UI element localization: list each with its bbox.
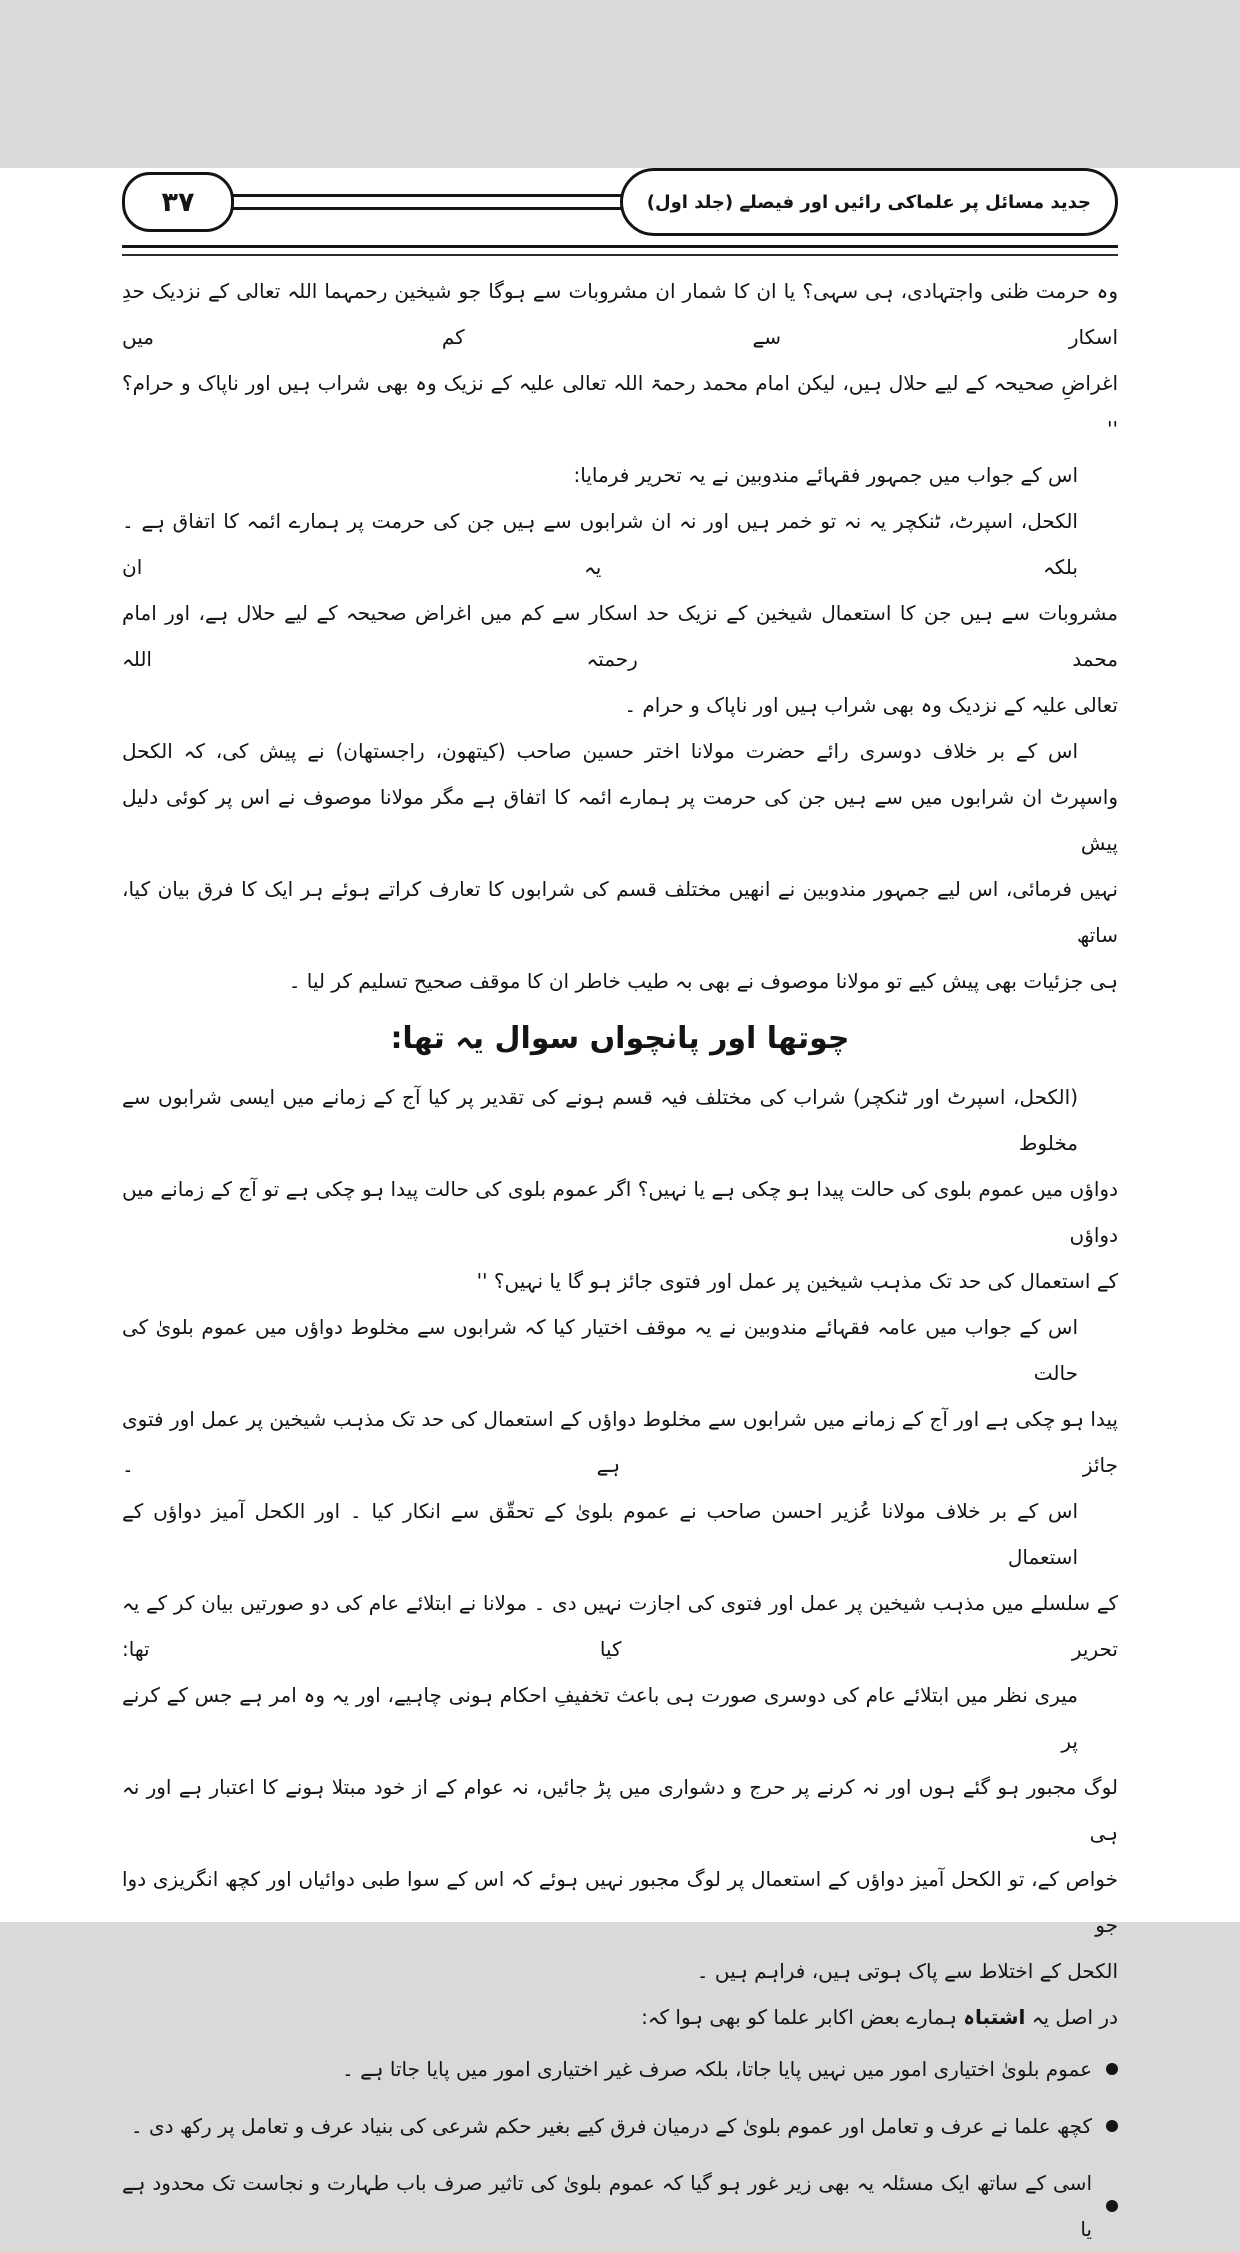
- scanned-book-page: [0, 168, 1240, 2241]
- paragraph: [122, 728, 1118, 1004]
- bullet-item: [122, 2160, 1118, 2252]
- text-line: اغراضِ صحیحہ کے لیے حلال ہیں، لیکن امام محمد رحمۃ اللہ تعالی علیہ کے نزیک وہ بھی شراب ہیں اور ناپاک و حرام؟ '': [122, 371, 1118, 441]
- section-heading: چوتھا اور پانچواں سوال یہ تھا:: [390, 1021, 850, 1056]
- bullet-text: اسی کے ساتھ ایک مسئلہ یہ بھی زیر غور ہو گیا کہ عموم بلویٰ کی تاثیر صرف باب طہارت و نجاست تک محدود ہے یا: [122, 2171, 1092, 2241]
- text-line: (الکحل، اسپرٹ اور ٹنکچر) شراب کی مختلف فیہ قسم ہونے کی تقدیر پر کیا آج کے زمانے میں ایسی شرابوں سے مخلوط: [122, 1085, 1078, 1155]
- header-divider-rule: [122, 245, 1118, 256]
- page-number: ۳۷: [161, 186, 195, 218]
- page-number-badge: [122, 172, 234, 232]
- text-line: اس کے جواب میں جمہور فقہائے مندوبین نے یہ تحریر فرمایا:: [573, 463, 1078, 487]
- paragraph: [122, 498, 1118, 728]
- book-title: جدید مسائل پر علماکی رائیں اور فیصلے (جلد اول): [646, 191, 1091, 213]
- bullet-text: کچھ علما نے عرف و تعامل اور عموم بلویٰ کے درمیان فرق کیے بغیر حکم شرعی کی بنیاد عرف و تعامل پر رکھ دی ۔: [130, 2114, 1092, 2138]
- text-line: تعالی علیہ کے نزدیک وہ بھی شراب ہیں اور ناپاک و حرام ۔: [624, 693, 1118, 717]
- text-line: مشروبات سے ہیں جن کا استعمال شیخین کے نزیک حد اسکار سے کم میں اغراض صحیحہ کے لیے حلال ہے، اور امام محمد رحمتہ اللہ: [122, 601, 1118, 671]
- bullet-icon: [1106, 2200, 1118, 2212]
- text-line: اس کے جواب میں عامہ فقہائے مندوبین نے یہ موقف اختیار کیا کہ شرابوں سے مخلوط دواؤں میں عموم بلویٰ کی حالت: [122, 1315, 1078, 1385]
- paragraph: [122, 1488, 1118, 1672]
- bullet-item: [122, 2046, 1118, 2092]
- text-line: اس کے بر خلاف دوسری رائے حضرت مولانا اختر حسین صاحب (کیتھون، راجستھان) نے پیش کی، کہ الکحل: [122, 739, 1078, 763]
- paragraph: [122, 268, 1118, 452]
- text-line: لوگ مجبور ہو گئے ہوں اور نہ کرنے پر حرج و دشواری میں پڑ جائیں، نہ عوام کے از خود مبتلا ہونے کا اعتبار ہے اور نہ ہی: [122, 1775, 1118, 1845]
- bullet-icon: [1106, 2120, 1118, 2132]
- text-line: وہ حرمت ظنی واجتہادی، ہی سہی؟ یا ان کا شمار ان مشروبات سے ہوگا جو شیخین رحمہما اللہ تعالی کے نزدیک حدِ اسکار سے کم میں: [122, 279, 1118, 349]
- text-line: [122, 1994, 1118, 2040]
- bullet-icon: [1106, 2063, 1118, 2075]
- bullet-item: [122, 2103, 1118, 2149]
- text-line: الکحل کے اختلاط سے پاک ہوتی ہیں، فراہم ہیں ۔: [696, 1959, 1118, 1983]
- text-segment: در اصل یہ: [1025, 2005, 1118, 2029]
- paragraph: [122, 1304, 1118, 1488]
- text-segment: ہمارے بعض اکابر علما کو بھی ہوا کہ:: [641, 2005, 964, 2029]
- paragraph: [122, 1994, 1118, 2040]
- text-line: دواؤں میں عموم بلوی کی حالت پیدا ہو چکی ہے یا نہیں؟ اگر عموم بلوی کی حالت پیدا ہو چکی ہے تو آج کے زمانے میں دواؤں: [122, 1177, 1118, 1247]
- text-line: کے سلسلے میں مذہب شیخین پر عمل اور فتوی کی اجازت نہیں دی ۔ مولانا نے ابتلائے عام کی دو صورتیں بیان کر کے یہ تحریر کیا تھا:: [122, 1591, 1118, 1661]
- text-line: نہیں فرمائی، اس لیے جمہور مندوبین نے انھیں مختلف قسم کی شرابوں کا تعارف کراتے ہوئے ہر ایک کا فرق بیان کیا، ساتھ: [122, 877, 1118, 947]
- page-header: [122, 168, 1118, 236]
- text-line: پیدا ہو چکی ہے اور آج کے زمانے میں شرابوں سے مخلوط دواؤں کے استعمال کی حد تک مذہب شیخین پر عمل اور فتوی جائز ہے ۔: [122, 1407, 1118, 1477]
- paragraph: [122, 1074, 1118, 1304]
- emphasis-word: اشتباہ: [963, 2005, 1026, 2029]
- text-line: ہی جزئیات بھی پیش کیے تو مولانا موصوف نے بھی بہ طیب خاطر ان کا موقف صحیح تسلیم کر لیا ۔: [288, 969, 1118, 993]
- page-body: [122, 268, 1118, 2252]
- text-line: خواص کے، تو الکحل آمیز دواؤں کے استعمال پر لوگ مجبور نہیں ہوئے کہ اس کے سوا طبی دوائیاں اور کچھ انگریزی دوا جو: [122, 1867, 1118, 1937]
- bullet-list: [122, 2046, 1118, 2252]
- header-connector-rule: [226, 194, 628, 210]
- text-line: کے استعمال کی حد تک مذہب شیخین پر عمل اور فتوی جائز ہو گا یا نہیں؟ '': [476, 1269, 1118, 1293]
- text-line: واسپرٹ ان شرابوں میں سے ہیں جن کی حرمت پر ہمارے ائمہ کا اتفاق ہے مگر مولانا موصوف نے اس پر کوئی دلیل پیش: [122, 785, 1118, 855]
- paragraph: [122, 1672, 1118, 1994]
- paragraph: [122, 452, 1118, 498]
- book-title-badge: [620, 168, 1118, 236]
- text-line: اس کے بر خلاف مولانا عُزیر احسن صاحب نے عموم بلویٰ کے تحقّق سے انکار کیا ۔ اور الکحل آمیز دواؤں کے استعمال: [122, 1499, 1078, 1569]
- bullet-text: عموم بلویٰ اختیاری امور میں نہیں پایا جاتا، بلکہ صرف غیر اختیاری امور میں پایا جاتا ہے ۔: [342, 2057, 1092, 2081]
- text-line: میری نظر میں ابتلائے عام کی دوسری صورت ہی باعث تخفیفِ احکام ہونی چاہیے، اور یہ وہ امر ہے جس کے کرنے پر: [122, 1683, 1078, 1753]
- text-line: الکحل، اسپرٹ، ٹنکچر یہ نہ تو خمر ہیں اور نہ ان شرابوں سے ہیں جن کی حرمت پر ہمارے ائمہ کا اتفاق ہے ۔ بلکہ یہ ان: [122, 509, 1078, 579]
